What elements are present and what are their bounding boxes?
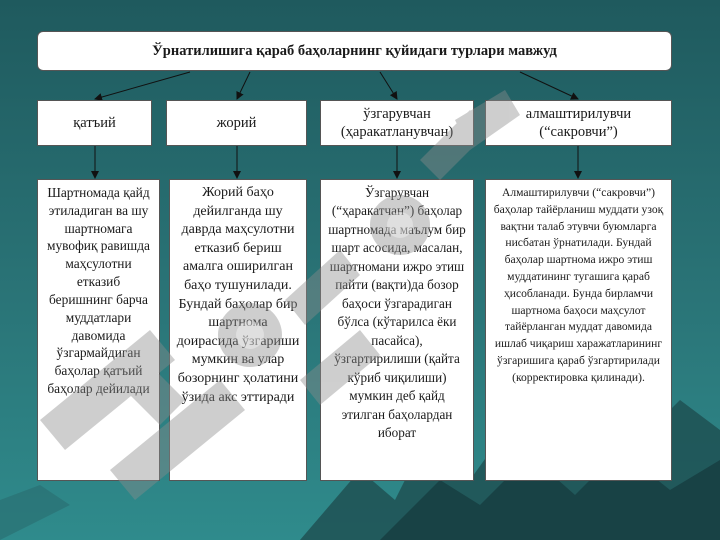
category-description-replaceable: Алмаштирилувчи (“сакровчи”) баҳолар тайёрланиш муддати узоқ вақтни талаб этувчи буюмларга нисбатан ўрнатилади. Бундай баҳолар шартнома ижро этиш муддатининг тугашига қараб ҳисобланади. Бунда бирламчи шартнома баҳоси маҳсулот тайёрланган муддат давомида ишлаб чиқариш харажатларининг ўзгаришига қараб ўзгартирилади (корректировка қилинади).	[485, 179, 672, 481]
category-description-current: Жорий баҳо дейилганда шу даврда маҳсулотни етказиб бериш амалга оширилган баҳо тушунилади. Бундай баҳолар бир шартнома доирасида ўзгариши мумкин ва улар бозорнинг ҳолатини ўзида акс эттиради	[169, 179, 307, 481]
arrow-title-to-h2	[237, 72, 250, 99]
arrow-title-to-h4	[520, 72, 578, 99]
diagram-title: Ўрнатилишига қараб баҳоларнинг қуйидаги турлари мавжуд	[37, 31, 672, 71]
arrow-title-to-h1	[95, 72, 190, 99]
category-header-variable: ўзгарувчан (ҳаракатланувчан)	[320, 100, 474, 146]
category-header-fixed: қатъий	[37, 100, 152, 146]
category-description-fixed: Шартномада қайд этиладиган ва шу шартномага мувофиқ равишда маҳсулотни етказиб беришнинг барча муддатлари давомида ўзгармайдиган баҳолар қатъий баҳолар дейилади	[37, 179, 160, 481]
category-description-variable: Ўзгарувчан (“ҳаракатчан”) баҳолар шартномада маълум бир шарт асосида, масалан, шартномани ижро этиш пайти (вақти)да бозор баҳоси ўзгарадиган бўлса (кўтарилса ёки пасайса), ўзгартирилиши (қайта кўриб чиқилиши) мумкин деб қайд этилган баҳолардан иборат	[320, 179, 474, 481]
category-header-current: жорий	[166, 100, 307, 146]
arrow-title-to-h3	[380, 72, 397, 99]
category-header-replaceable: алмаштирилувчи (“сакровчи”)	[485, 100, 672, 146]
